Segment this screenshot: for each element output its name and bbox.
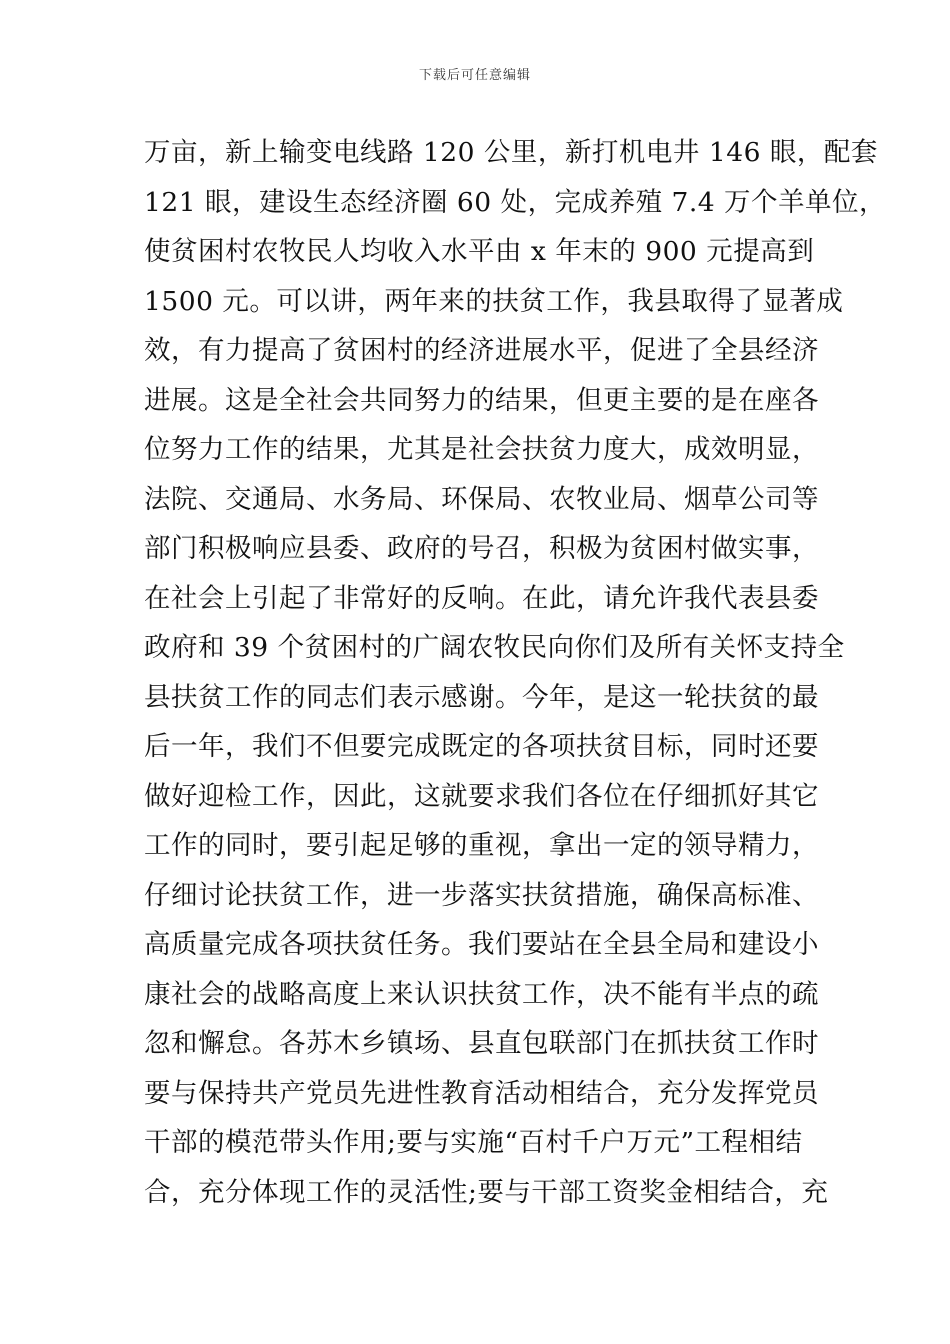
- text-line: 部门积极响应县委、政府的号召，积极为贫困村做实事，: [144, 533, 819, 564]
- text-line: 干部的模范带头作用;要与实施“百村千户万元”工程相结: [144, 1127, 803, 1158]
- text-line: 后一年，我们不但要完成既定的各项扶贫目标，同时还要: [144, 731, 819, 762]
- text-line: 使贫困村农牧民人均收入水平由 x 年末的 900 元提高到: [144, 236, 815, 267]
- text-line: 121 眼，建设生态经济圈 60 处，完成养殖 7.4 万个羊单位，: [144, 186, 887, 218]
- text-line: 忽和懈怠。各苏木乡镇场、县直包联部门在抓扶贫工作时: [144, 1028, 819, 1059]
- text-line: 政府和 39 个贫困村的广阔农牧民向你们及所有关怀支持全: [144, 632, 845, 663]
- text-line: 康社会的战略高度上来认识扶贫工作，决不能有半点的疏: [144, 978, 819, 1010]
- text-line: 高质量完成各项扶贫任务。我们要站在全县全局和建设小: [144, 929, 819, 960]
- text-line: 进展。这是全社会共同努力的结果，但更主要的是在座各: [144, 384, 819, 416]
- text-line: 工作的同时，要引起足够的重视，拿出一定的领导精力，: [144, 830, 819, 861]
- text-line: 仔细讨论扶贫工作，进一步落实扶贫措施，确保高标准、: [144, 879, 819, 911]
- text-line: 在社会上引起了非常好的反响。在此，请允许我代表县委: [144, 582, 819, 614]
- text-line: 1500 元。可以讲，两年来的扶贫工作，我县取得了显著成: [144, 285, 844, 317]
- page-header: 下载后可任意编辑: [418, 68, 531, 83]
- text-line: 法院、交通局、水务局、环保局、农牧业局、烟草公司等: [144, 483, 819, 515]
- text-line: 合，充分体现工作的灵活性;要与干部工资奖金相结合，充: [144, 1176, 829, 1208]
- text-line: 县扶贫工作的同志们表示感谢。今年，是这一轮扶贫的最: [144, 681, 819, 713]
- text-line: 效，有力提高了贫困村的经济进展水平，促进了全县经济: [144, 335, 819, 366]
- text-line: 万亩，新上输变电线路 120 公里，新打机电井 146 眼，配套: [144, 137, 878, 168]
- document-body: [144, 130, 887, 1219]
- text-line: 做好迎检工作，因此，这就要求我们各位在仔细抓好其它: [144, 780, 819, 812]
- text-line: 位努力工作的结果，尤其是社会扶贫力度大，成效明显，: [144, 434, 819, 465]
- text-line: 要与保持共产党员先进性教育活动相结合，充分发挥党员: [144, 1077, 819, 1109]
